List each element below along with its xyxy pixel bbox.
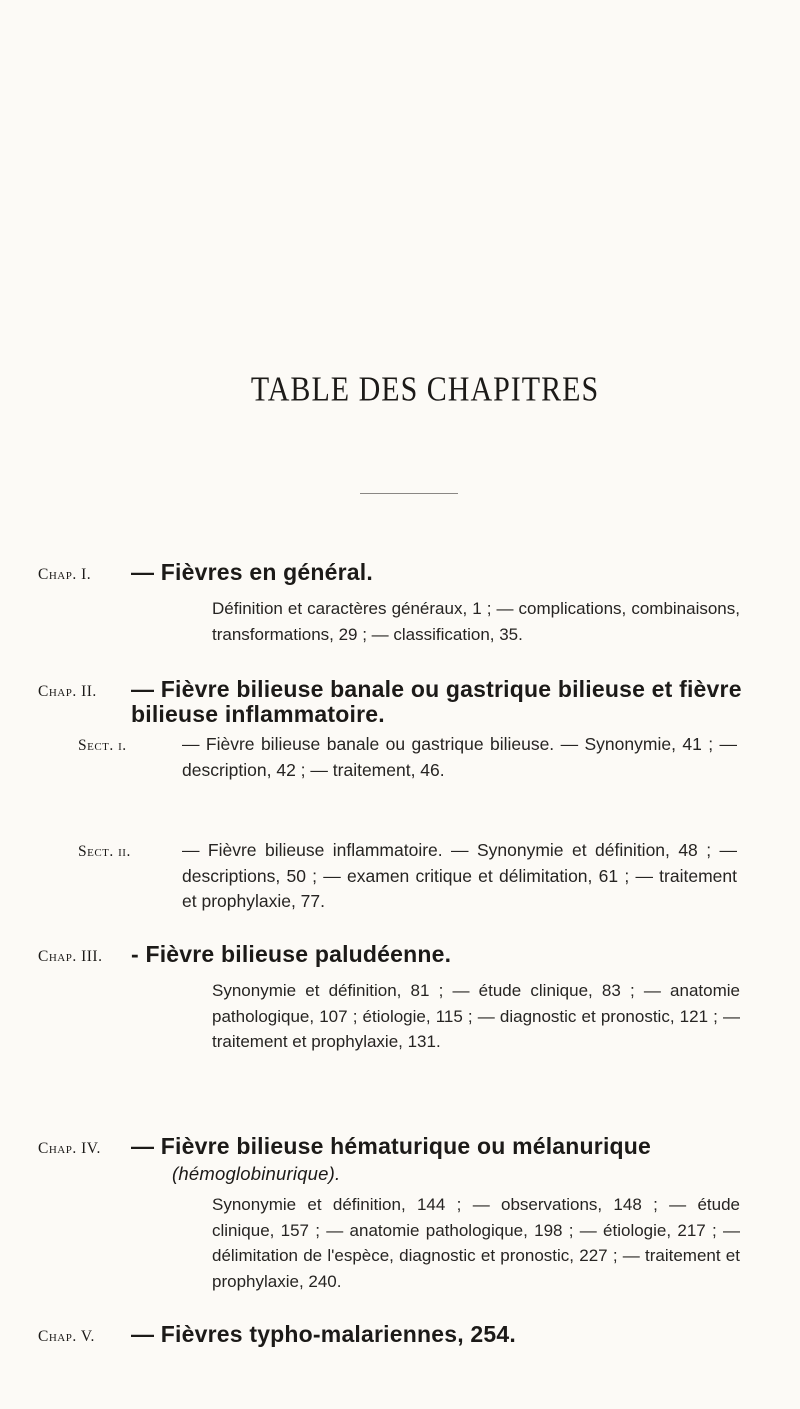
chapter-label: Chap. V. [38,1328,95,1345]
chapter-label: Chap. III. [38,948,103,965]
chapter-heading [131,1134,771,1189]
chapter-label: Chap. II. [38,683,97,700]
section-text: — Fièvre bilieuse banale ou gastrique bilieuse. — Synonymie, 41 ; — description, 42 ; — traitement, 46. [182,734,737,780]
section-label: Sect. i. [78,737,127,754]
chapter-heading: — Fièvres typho-malariennes, 254. [131,1321,516,1347]
title-divider [360,493,458,494]
chapter-heading: — Fièvres en général. [131,559,373,585]
chapter-label: Chap. I. [38,566,92,583]
chapter-label: Chap. IV. [38,1140,101,1157]
chapter-subheading: (hémoglobinurique). [172,1163,341,1184]
section-label: Sect. ii. [78,843,131,860]
chapter-body: Synonymie et définition, 81 ; — étude clinique, 83 ; — anatomie pathologique, 107 ; étiologie, 115 ; — diagnostic et pronostic, 121 ; — traitement et prophylaxie, 131. [212,981,740,1051]
chapter-body: Synonymie et définition, 144 ; — observations, 148 ; — étude clinique, 157 ; — anatomie pathologique, 198 ; — étiologie, 217 ; — délimitation de l'espèce, diagnostic et pronostic, 227 ; — traitement et prophylaxie, 240. [212,1195,740,1291]
section-text: — Fièvre bilieuse inflammatoire. — Synonymie et définition, 48 ; — descriptions, 50 ; — examen critique et délimitation, 61 ; — traitement et prophylaxie, 77. [182,840,737,911]
chapter-heading-text: — Fièvre bilieuse hématurique ou mélanurique [131,1133,652,1159]
chapter-body: Définition et caractères généraux, 1 ; — complications, combinaisons, transformations, 29 ; — classification, 35. [212,599,740,644]
page-title: TABLE DES CHAPITRES [250,370,600,409]
chapter-heading-text: — Fièvre bilieuse banale ou gastrique bilieuse et fièvre bilieuse inflammatoire. [131,676,742,727]
chapter-heading: - Fièvre bilieuse paludéenne. [131,941,452,967]
chapter-heading [131,677,766,727]
